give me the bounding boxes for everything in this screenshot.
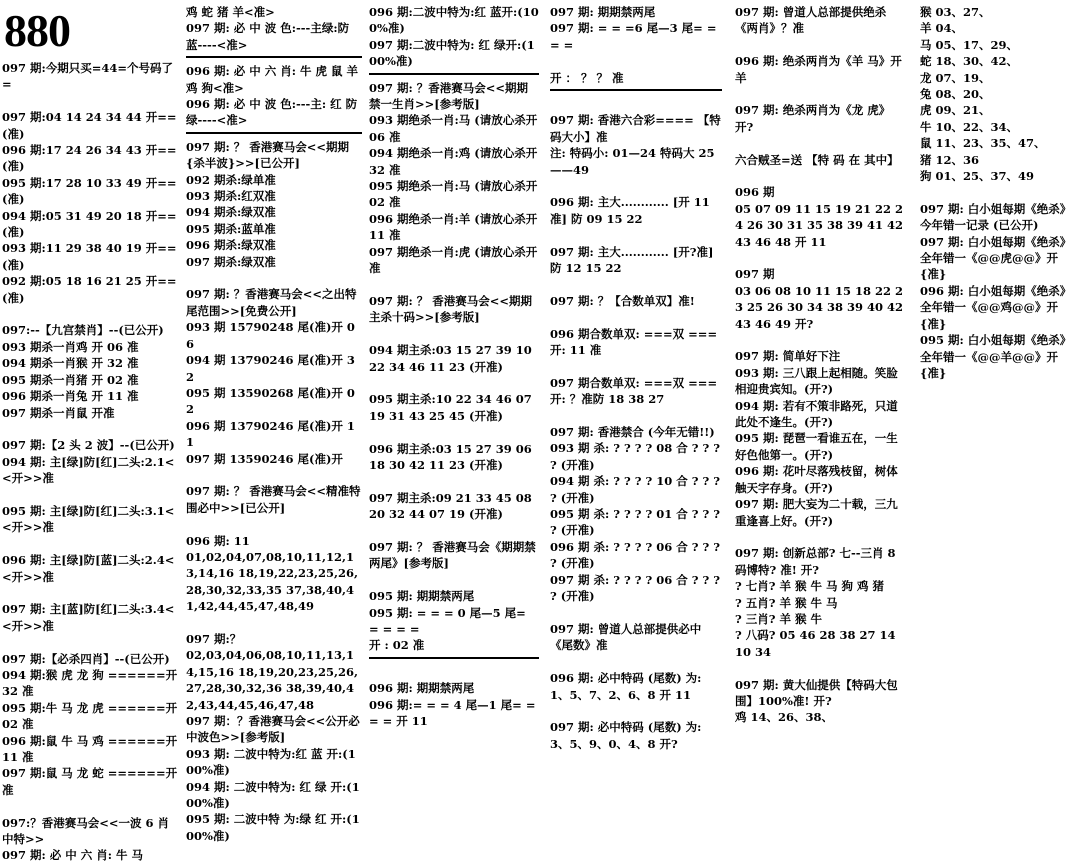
text-line: 095 期: 期期禁两尾 — [369, 589, 475, 604]
text-line: 097 期: 曾道人总部提供必中《尾数》准 — [550, 621, 702, 653]
blank-line — [550, 96, 722, 112]
text-line: 096 期绝杀一肖:羊 (请放心杀开 11 准 — [369, 211, 542, 243]
text-line: 097 期杀一肖鼠 开准 — [2, 405, 115, 420]
text-line: 096 期: 11 — [186, 533, 250, 548]
text-line: 096 期: 主大............ [开 11 准] 防 09 15 22 — [550, 195, 714, 226]
blank-line — [2, 306, 180, 322]
text-line: 096 期杀一肖兔 开 11 准 — [2, 389, 139, 404]
text-line: 097 期 13590246 尾(准)开 — [186, 451, 343, 466]
issue-number: 880 — [4, 5, 70, 56]
column-6 — [920, 4, 1078, 381]
text-line: 097 期: 简单好下注 — [735, 349, 841, 364]
blank-line — [2, 798, 180, 814]
text-line: 095 期: 二波中特 为:绿 红 开:(100%准) — [186, 812, 360, 843]
blank-line — [735, 332, 907, 348]
text-line: 095 期主杀:10 22 34 46 07 19 31 43 25 45 (开准) — [369, 392, 536, 423]
text-line: 092 期:05 18 16 21 25 开==(准) — [2, 274, 177, 305]
text-line: 狗 01、25、37、49 — [920, 169, 1035, 184]
column-5 — [735, 4, 907, 726]
text-line: 094 期:05 31 49 20 18 开==(准) — [2, 208, 177, 240]
text-line: 095 期:牛 马 龙 虎 ======开 02 准 — [2, 700, 182, 732]
text-line: 094 期绝杀一肖:鸡 (请放心杀开 32 准 — [369, 146, 542, 177]
text-line: 096 期主杀:03 15 27 39 06 18 30 42 11 23 (开准) — [369, 441, 536, 472]
text-line: 096 期: 花叶尽落残枝留，树体触天字存身。(开?) — [735, 464, 898, 495]
blank-line — [735, 135, 907, 151]
blank-line — [735, 250, 907, 266]
text-line: 095 期: = = = 0 尾—5 尾= = = = = — [369, 605, 530, 636]
blank-line — [735, 168, 907, 184]
text-line: 097 期: ？【合数单双】准! — [550, 293, 695, 308]
column-4 — [550, 4, 722, 752]
blank-line — [2, 421, 180, 437]
text-line: 096 期: 白小姐每期《绝杀》全年错一《@@鸡@@》开{准} — [920, 283, 1072, 331]
blank-line — [186, 270, 362, 286]
text-line: 097 期:今期只买=44=个号码了= — [2, 61, 174, 92]
text-line: 095 期: 白小姐每期《绝杀》全年错一《@@羊@@》开{准} — [920, 333, 1072, 380]
divider-rule — [186, 56, 362, 58]
text-line: 开 ： ？ ？ 准 — [550, 70, 624, 85]
text-line: 097 期:？ — [186, 631, 242, 646]
blank-line — [550, 408, 722, 424]
text-line: 093 期 15790248 尾(准)开 06 — [186, 320, 355, 351]
text-line: 093 期杀一肖鸡 开 06 准 — [2, 339, 139, 354]
blank-line — [735, 86, 907, 102]
text-line: 097 期: 曾道人总部提供绝杀《两肖》？准 — [735, 5, 887, 36]
text-line: 097 期:04 14 24 34 44 开==(准) — [2, 110, 177, 141]
text-line: 093 期 杀: ? ? ? ? 08 合 ? ? ? ? (开准) — [550, 441, 724, 472]
blank-line — [369, 277, 539, 293]
text-line: 097 期杀:绿双准 — [186, 254, 276, 269]
text-line: 097 期: 创新总部? 七--三肖 8 码博特? 准! 开? — [735, 546, 900, 577]
column-1 — [2, 60, 180, 864]
text-line: ? 八码? 05 46 28 38 27 14 10 34 — [735, 628, 900, 659]
text-line: 096 期 — [735, 185, 775, 200]
blank-line — [186, 615, 362, 631]
text-line: 虎 09、21、 — [920, 103, 991, 118]
text-line: 093 期:11 29 38 40 19 开==(准) — [2, 241, 177, 272]
blank-line — [369, 664, 539, 680]
text-line: 097 期: 必中特码 (尾数) 为: 3、5、9、0、4、8 开? — [550, 720, 706, 751]
blank-line — [550, 309, 722, 325]
blank-line — [550, 53, 722, 69]
text-line: 096 期:鼠 牛 马 鸡 ======开 11 准 — [2, 733, 182, 764]
text-line: 猪 12、36 — [920, 152, 980, 167]
text-line: 01,02,04,07,08,10,11,12,13,14,16 18,19,22,23,25,26,28,30,32,33,35 37,38,40,41,42,44,45,47,48,49 — [186, 549, 359, 614]
text-line: 096 期: 必中特码 (尾数) 为: 1、5、7、2、6、8 开 11 — [550, 671, 706, 702]
blank-line — [369, 473, 539, 489]
text-line: 093 期: 三八跟上起相随。笑脸相迎贵宾知。(开?) — [735, 365, 898, 397]
text-line: 093 期杀:红双准 — [186, 189, 276, 204]
text-line: 097 期: 肥大妄为二十载，三九重逢喜上好。(开?) — [735, 497, 898, 528]
blank-line — [369, 326, 539, 342]
text-line: 096 期: 期期禁两尾 — [369, 681, 475, 696]
text-line: 097 期：？香港赛马会<<公开必中波色>>[参考版] — [186, 714, 360, 745]
text-line: ? 七肖? 羊 猴 牛 马 狗 鸡 猪 — [735, 579, 885, 594]
text-line: 094 期主杀:03 15 27 39 10 22 34 46 11 23 (开准) — [369, 343, 536, 374]
text-line: 097:？香港赛马会<<一波 6 肖中特>> — [2, 815, 170, 846]
blank-line — [550, 178, 722, 194]
divider-rule — [186, 132, 362, 134]
text-line: 095 期绝杀一肖:马 (请放心杀开 02 准 — [369, 179, 542, 210]
text-line: 094 期杀:绿双准 — [186, 205, 276, 220]
text-line: 097 期: ？ 香港赛马会《期期禁两尾》[参考版] — [369, 539, 536, 571]
text-line: 097 期: ？ 香港赛马会<<精准特围必中>>[已公开] — [186, 484, 361, 515]
blank-line — [2, 93, 180, 109]
text-line: 02,03,04,06,08,10,11,13,14,15,16 18,19,20,23,25,26,27,28,30,32,36 38,39,40,42,43,44,45,46,47,48 — [186, 648, 359, 712]
text-line: 097 期: 香港六合彩==== 【特码大小】准 — [550, 113, 721, 144]
text-line: 开 : 02 准 — [369, 638, 425, 653]
blank-line — [735, 660, 907, 676]
text-line: 097 期: 白小姐每期《绝杀》全年错一《@@虎@@》开{准} — [920, 234, 1072, 282]
blank-line — [920, 184, 1078, 200]
text-line: 097 期: 黄大仙提供【特码大包围】100%准! 开? — [735, 677, 898, 708]
blank-line — [550, 605, 722, 621]
text-line: 097 期: 必 中 六 肖: 牛 马 — [2, 848, 144, 863]
text-line: 092 期杀:绿单准 — [186, 172, 276, 187]
text-line: 094 期: 二波中特为: 红 绿 开:(100%准) — [186, 779, 360, 811]
text-line: 093 期绝杀一肖:马 (请放心杀开 06 准 — [369, 113, 542, 144]
blank-line — [186, 516, 362, 532]
blank-line — [550, 703, 722, 719]
column-2 — [186, 4, 362, 844]
text-line: ? 三肖? 羊 猴 牛 — [735, 611, 822, 626]
blank-line — [186, 467, 362, 483]
text-line: 096 期合数单双: ===双 ===开: 11 准 — [550, 326, 718, 358]
text-line: 097 期: 必 中 波 色:---主绿:防蓝----<准> — [186, 21, 350, 52]
divider-rule — [550, 89, 722, 91]
text-line: 六合贼圣=送 【特 码 在 其中】 — [735, 152, 899, 167]
text-line: 096 期: 绝杀两肖为《羊 马》开羊 — [735, 54, 902, 85]
blank-line — [550, 358, 722, 374]
text-line: 马 05、17、29、 — [920, 37, 1019, 52]
text-line: 096 期 杀: ? ? ? ? 06 合 ? ? ? ? (开准) — [550, 539, 724, 571]
blank-line — [550, 654, 722, 670]
text-line: 094 期:猴 虎 龙 狗 ======开 32 准 — [2, 667, 182, 699]
text-line: 096 期:= = = 4 尾—1 尾= = = = 开 11 — [369, 697, 540, 728]
text-line: 097 期 — [735, 267, 775, 282]
text-line: 龙 07、19、 — [920, 70, 991, 85]
text-line: 097 期主杀:09 21 33 45 08 20 32 44 07 19 (开准) — [369, 490, 536, 522]
text-line: 095 期: 主[绿]防[红]二头:3.1<<开>>准 — [2, 503, 175, 535]
text-line: 097 期:【2 头 2 波】--(已公开) — [2, 438, 175, 453]
text-line: 注: 特码小: 01—24 特码大 25——49 — [550, 146, 715, 177]
text-line: 096 期: 主[绿]防[蓝]二头:2.4<<开>>准 — [2, 553, 175, 584]
divider-rule — [369, 657, 539, 659]
text-line: ? 五肖? 羊 猴 牛 马 — [735, 595, 838, 610]
blank-line — [369, 572, 539, 588]
text-line: 猴 03、27、 — [920, 5, 991, 19]
text-line: 093 期: 二波中特为:红 蓝 开:(100%准) — [186, 746, 356, 778]
text-line: 095 期 13590268 尾(准)开 02 — [186, 385, 355, 417]
text-line: 鸡 14、26、38、 — [735, 710, 834, 725]
blank-line — [550, 276, 722, 292]
text-line: 095 期 杀: ? ? ? ? 01 合 ? ? ? ? (开准) — [550, 507, 724, 538]
text-line: 094 期: 主[绿]防[红]二头:2.1<<开>>准 — [2, 454, 175, 486]
text-line: 鼠 11、23、35、47、 — [920, 136, 1046, 151]
text-line: 095 期:17 28 10 33 49 开==(准) — [2, 175, 177, 207]
blank-line — [550, 227, 722, 243]
text-line: 096 期: 必 中 六 肖: 牛 虎 鼠 羊 鸡 狗<准> — [186, 64, 363, 95]
text-line: 羊 04、 — [920, 21, 964, 36]
divider-rule — [369, 73, 539, 75]
text-line: 097 期: ？香港赛马会<<之出特尾范围>>[免费公开] — [186, 287, 357, 318]
text-line: 097 期: 绝杀两肖为《龙 虎》开? — [735, 103, 891, 134]
text-line: 097:--【九宫禁肖】--(已公开) — [2, 323, 164, 338]
text-line: 095 期杀:蓝单准 — [186, 221, 276, 236]
blank-line — [369, 375, 539, 391]
blank-line — [369, 424, 539, 440]
text-line: 097 期: ？香港赛马会<<期期禁一生肖>>[参考版] — [369, 80, 529, 112]
text-line: 094 期 13790246 尾(准)开 32 — [186, 353, 355, 384]
text-line: 097 期: ？ 香港赛马会<<期期{杀半波}>>[已公开] — [186, 139, 350, 171]
text-line: 蛇 18、30、42、 — [920, 54, 1019, 69]
blank-line — [2, 634, 180, 650]
text-line: 05 07 09 11 15 19 21 22 24 26 30 31 35 38 39 41 42 43 46 48 开 11 — [735, 201, 908, 249]
text-line: 097 期: ？ 香港赛马会<<期期主杀十码>>[参考版] — [369, 293, 533, 325]
text-line: 097 期: 香港禁合 (今年无错!!) — [550, 425, 715, 440]
text-line: 097 期绝杀一肖:虎 (请放心杀开准 — [369, 244, 538, 276]
text-line: 094 期 杀: ? ? ? ? 10 合 ? ? ? ? (开准) — [550, 474, 724, 505]
text-line: 096 期 13790246 尾(准)开 11 — [186, 418, 355, 450]
text-line: 牛 10、22、34、 — [920, 119, 1019, 134]
text-line: 096 期杀:绿双准 — [186, 238, 276, 253]
text-line: 097 期 杀: ? ? ? ? 06 合 ? ? ? ? (开准) — [550, 572, 724, 604]
blank-line — [735, 529, 907, 545]
text-line: 097 期: 期期禁两尾 — [550, 5, 656, 19]
text-line: 097 期:鼠 马 龙 蛇 ======开准 — [2, 766, 178, 797]
blank-line — [2, 487, 180, 503]
text-line: 03 06 08 10 11 15 18 22 23 25 26 30 34 38 39 40 42 43 46 49 开? — [735, 283, 908, 331]
text-line: 095 期: 琵琶一看谁五在，一生好色他第一。(开?) — [735, 431, 898, 462]
text-line: 094 期: 若有不策非路死，只道此处不逢生。(开?) — [735, 398, 898, 430]
text-line: 兔 08、20、 — [920, 87, 991, 102]
text-line: 096 期:二波中特为:红 蓝开:(100%准) — [369, 5, 539, 36]
blank-line — [369, 523, 539, 539]
blank-line — [2, 536, 180, 552]
blank-line — [2, 585, 180, 601]
text-line: 097 期:二波中特为: 红 绿开:(100%准) — [369, 37, 535, 69]
text-line: 096 期: 必 中 波 色:---主: 红 防绿----<准> — [186, 97, 358, 128]
text-line: 094 期杀一肖猴 开 32 准 — [2, 356, 139, 371]
text-line: 095 期杀一肖猪 开 02 准 — [2, 372, 139, 387]
blank-line — [735, 37, 907, 53]
text-line: 鸡 蛇 猪 羊<准> — [186, 5, 275, 19]
text-line: 097 期合数单双: ===双 ===开: ？准防 18 38 27 — [550, 375, 718, 407]
text-line: 097 期: = = =6 尾—3 尾= = = = — [550, 21, 721, 52]
text-line: 097 期: 白小姐每期《绝杀》今年错一记录 (已公开) — [920, 201, 1072, 233]
text-line: 097 期: 主大............ [开?准] 防 12 15 22 — [550, 244, 718, 276]
column-3 — [369, 4, 542, 729]
text-line: 097 期: 主[蓝]防[红]二头:3.4<<开>>准 — [2, 602, 175, 633]
text-line: 096 期:17 24 26 34 43 开==(准) — [2, 143, 177, 174]
text-line: 097 期:【必杀四肖】--(已公开) — [2, 651, 170, 666]
